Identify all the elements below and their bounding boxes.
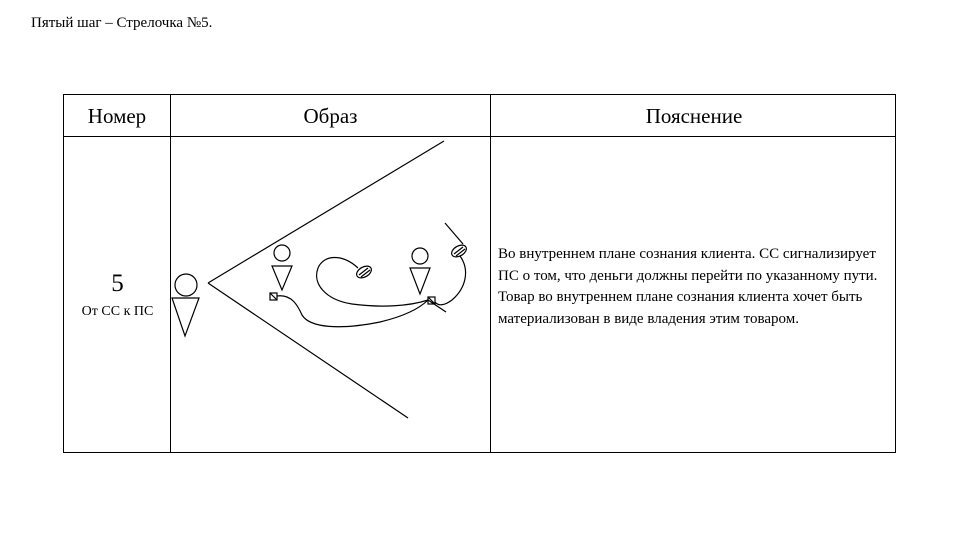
slide-title: Пятый шаг – Стрелочка №5. — [31, 15, 213, 31]
step-number: 5 — [111, 270, 124, 297]
column-divider — [490, 95, 491, 452]
header-explanation: Пояснение — [645, 103, 743, 128]
header-number: Номер — [87, 103, 147, 128]
step-explanation: Во внутреннем плане сознания клиента. СС сигнализирует ПС о том, что деньги должны перейти по указанному пути. Товар во внутреннем плане сознания клиента хочет быть материализован в виде владения этим товаром. — [498, 246, 878, 327]
steps-table — [63, 94, 896, 453]
step-number-caption: От СС к ПС — [81, 304, 154, 319]
header-image: Образ — [303, 103, 358, 128]
